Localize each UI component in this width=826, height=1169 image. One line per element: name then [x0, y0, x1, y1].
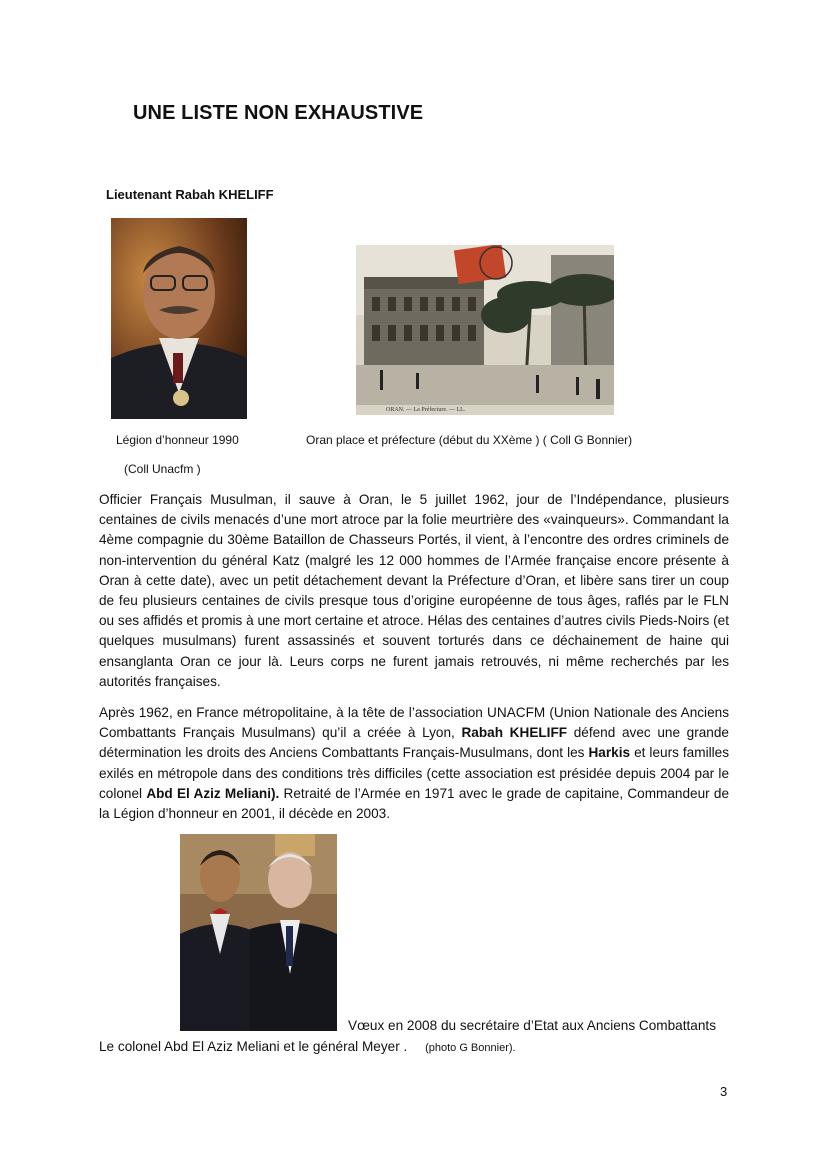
paragraph-text: Après 1962, en France métropolitaine, à la tête de l’association UNACFM (Union Nationale des Anciens Combattants Français Musulmans) qu’il a créée à Lyon, — [99, 705, 729, 741]
bottom-caption-text: Le colonel Abd El Aziz Meliani et le général Meyer . — [99, 1039, 408, 1054]
bottom-caption-credit: (photo G Bonnier). — [425, 1042, 516, 1054]
section-subtitle: Lieutenant Rabah KHELIFF — [106, 187, 274, 202]
bottom-caption-line2 — [99, 1039, 516, 1054]
paragraph-unacfm — [99, 703, 729, 824]
page-title: UNE LISTE NON EXHAUSTIVE — [133, 102, 424, 124]
paragraph-rescue: Officier Français Musulman, il sauve à Oran, le 5 juillet 1962, jour de l’Indépendance, plusieurs centaines de civils menacés d’une mort atroce par la folie meurtrière des «vainqueurs». Commandant la 4ème compagnie du 30ème Bataillon de Chasseurs Portés, il vient, à l’encontre des ordres criminels de non-intervention du général Katz (malgré les 12 000 hommes de l’Armée française encore présente à Oran à cette date), avec un petit détachement devant la Préfecture d’Oran, et libère sans tirer un coup de feu plusieurs centaines de civils presque tous d’origine européenne de tous âges, raflés par le FLN ou ses affidés et promis à une mort certaine et atroce. Hélas des centaines d’autres civils Pieds-Noirs (et quelques musulmans) furent assassinés et souvent torturés dans ce déchainement de haine qui ensanglanta Oran ce jour là. Leurs corps ne furent jamais retrouvés, ni même recherchés par les autorités françaises. — [99, 492, 729, 689]
postcard-caption: Oran place et préfecture (début du XXème ) ( Coll G Bonnier) — [306, 433, 633, 447]
paragraph-text: défend avec une grande détermination les droits des Anciens Combattants Français-Musulmans, dont les — [99, 725, 729, 761]
paragraph-text: Retraité de l’Armée en 1971 avec le grade de capitaine, Commandeur de la Légion d’honneur en 2001, il décède en 2003. — [99, 785, 730, 822]
name-highlight: Rabah KHELIFF — [461, 725, 568, 741]
meliani-highlight: Abd El Aziz Meliani). — [146, 785, 280, 801]
paragraph-text: et leurs familles exilés en métropole dans des conditions très difficiles (cette association est présidée depuis 2004 par le colonel — [99, 745, 729, 801]
bottom-caption-line1: Vœux en 2008 du secrétaire d’Etat aux Anciens Combattants — [348, 1018, 716, 1033]
portrait-caption: Légion d’honneur 1990 — [116, 433, 239, 447]
page-number: 3 — [720, 1084, 728, 1099]
ceremony-photo — [180, 834, 337, 1031]
postcard-inscription: ORAN. — La Préfecture. — LL. — [386, 407, 466, 413]
harkis-highlight: Harkis — [588, 745, 631, 761]
portrait-photo — [111, 218, 247, 419]
portrait-credit: (Coll Unacfm ) — [124, 462, 201, 476]
postcard-photo — [356, 245, 614, 415]
